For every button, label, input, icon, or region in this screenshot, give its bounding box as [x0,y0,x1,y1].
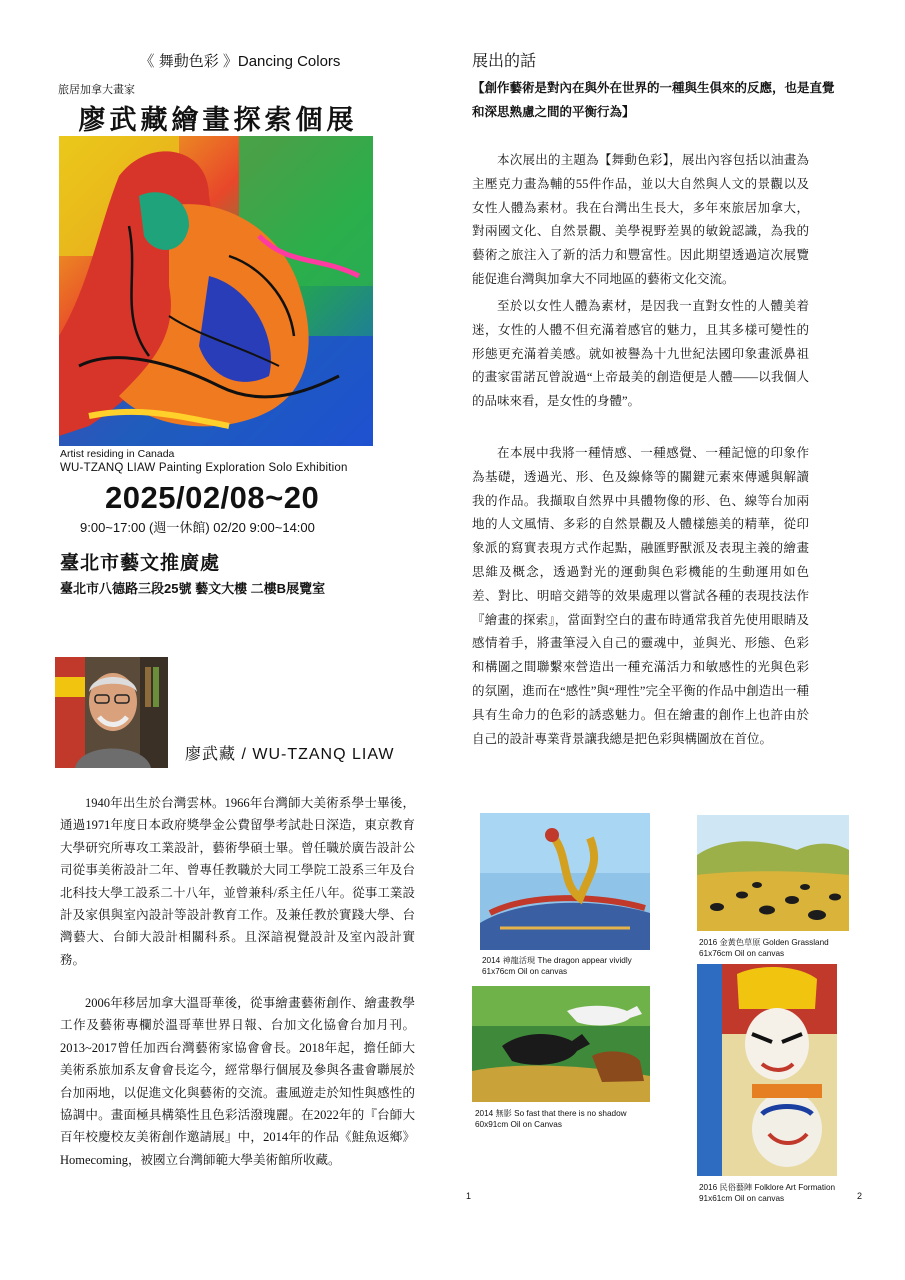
artist-residence-label: 旅居加拿大畫家 [58,84,135,96]
statement-paragraph: 至於以女性人體為素材，是因我一直對女性的人體美着迷，女性的人體不但充滿着感官的魅力，且其多樣可變性的形態更充滿着美感。就如被譽為十九世紀法國印象畫派鼻祖的畫家雷諾瓦曾說過“上帝最美的創造便是人體——以我個人的品味來看，是女性的身體”。 [472,299,809,409]
artwork-grassland-image [697,815,849,931]
artwork-dragon-image [480,813,650,950]
statement-heading: 展出的話 [472,53,537,70]
artwork-medium: 61x76cm Oil on canvas [482,967,568,976]
artwork-title: 2014 無影 So fast that there is no shadow [475,1109,627,1118]
artwork-title: 2016 民俗藝陣 Folklore Art Formation [699,1183,836,1192]
artwork-caption [699,1182,835,1204]
artwork-medium: 91x61cm Oil on canvas [699,1194,785,1203]
artwork-medium: 61x76cm Oil on canvas [699,949,785,958]
statement-paragraph: 本次展出的主題為【舞動色彩】，展出內容包括以油畫為主壓克力畫為輔的55件作品，並以大自然與人文的景觀以及女性人體為素材。我在台灣出生長大，多年來旅居加拿大，對兩國文化、自然景觀、美學視野差異的敏銳認識，為我的藝術之旅注入了新的活力和豐富性。因此期望透過這次展覽能促進台灣與加拿大不同地區的藝術文化交流。 [472,153,809,286]
artwork-title: 2016 金黃色草原 Golden Grassland [699,938,829,947]
venue-address: 臺北市八德路三段25號 藝文大樓 二樓B展覽室 [60,581,326,596]
cover-painting [59,136,373,446]
artwork-caption [482,955,632,977]
exhibition-title: 《 舞動色彩 》Dancing Colors [139,53,341,70]
artist-bio-paragraph: 2006年移居加拿大溫哥華後，從事繪畫藝術創作、繪畫教學工作及藝術專欄於溫哥華世界日報、台加文化協會台加月刊。2013~2017曾任加西台灣藝術家協會會長。2018年起，擔任師大美術系旅加系友會會長迄今，經常舉行個展及參與各畫會聯展於台加兩地，以促進文化與藝術的交流。畫風遊走於知性與感性的協調中。畫面極具構築性且色彩活潑瑰麗。在2022年的『台師大百年校慶校友美術創作邀請展』中，2014年的作品《鮭魚返鄉》Homecoming，被國立台灣師範大學美術館所收藏。 [60,996,415,1167]
artwork-horses-image [472,986,650,1102]
statement-quote: 【創作藝術是對內在與外在世界的一種與生俱來的反應，也是直覺和深思熟慮之間的平衡行為】 [472,81,835,119]
artwork-caption [699,937,829,959]
statement-paragraph: 在本展中我將一種情感、一種感覺、一種記憶的印象作為基礎，透過光、形、色及線條等的關鍵元素來傳遞與解讀我的作品。我擷取自然界中具體物像的形、色、線等台加兩地的人文風情、多彩的自然景觀及人體樣態美的精華，從印象派的寫實表現方式作起點，融匯野獸派及表現主義的繪畫思維及概念，透過對光的運動與色彩機能的生動運用如色差、對比、明暗交錯等的效果處理以嘗試各種的表現技法作『繪畫的探索』，當面對空白的畫布時通常我首先使用眼睛及感情着手，將畫筆浸入自己的靈魂中，並與光、形態、色彩和構圖之間聯繫來營造出一種充滿活力和敏感性的光與色彩的氛圍，進而在“感性”與“理性”完全平衡的作品中創造出一種具有生命力的色彩的誘惑魅力。但在繪畫的創作上也許由於自己的設計專業背景讓我總是把色彩與構圖放在首位。 [472,446,809,746]
caption-artist-residing: Artist residing in Canada [60,448,175,460]
exhibition-dates: 2025/02/08~20 [105,480,320,515]
caption-exhibition-english: WU-TZANQ LIAW Painting Exploration Solo Exhibition [60,462,348,474]
artist-name: 廖武藏 / WU-TZANQ LIAW [185,746,395,763]
artwork-folklore-image [697,964,837,1176]
artwork-medium: 60x91cm Oil on Canvas [475,1120,562,1129]
artwork-caption [475,1108,627,1130]
opening-hours: 9:00~17:00 (週一休館) 02/20 9:00~14:00 [80,520,315,535]
page-number: 2 [857,1191,863,1201]
artist-bio-paragraph: 1940年出生於台灣雲林。1966年台灣師大美術系學士畢後，通過1971年度日本政府獎學金公費留學考試赴日深造，東京教育大學研究所專攻工業設計，藝術學碩士畢。曾任職於廣告設計公司從事美術設計二年、曾專任教職於大同工學院工設系三年及台北科技大學工設系二十八年，並曾兼科/系主任八年。從事工業設計及家俱與室內設計等設計教育工作。及兼任教於實踐大學、台灣藝大、台師大設計相關科系。且深諳視覺設計及室內設計實務。 [60,796,415,967]
exhibition-main-title: 廖武藏繪畫探索個展 [78,105,358,135]
artwork-title: 2014 神龍活現 The dragon appear vividly [482,956,632,965]
venue-name: 臺北市藝文推廣處 [60,553,221,574]
artist-portrait-photo [55,657,168,768]
page-number: 1 [466,1191,472,1201]
